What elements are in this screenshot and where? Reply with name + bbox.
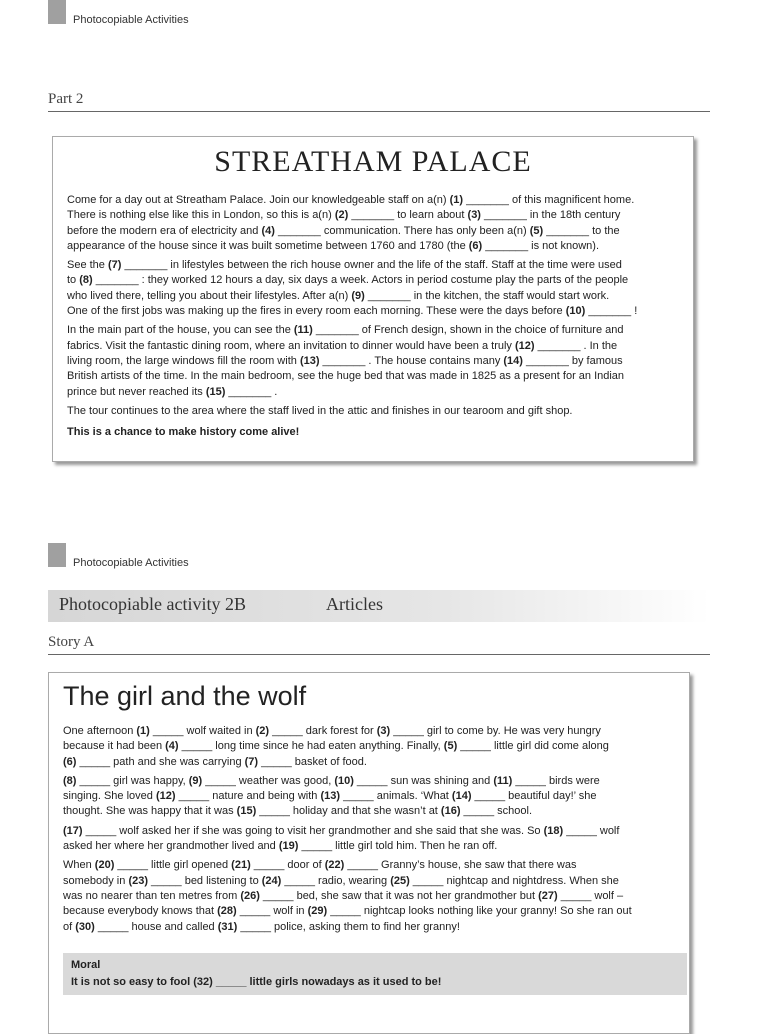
palace-box (52, 136, 694, 462)
wolf-paragraph (63, 774, 683, 820)
palace-gap-number: (7) (107, 259, 122, 272)
part-rule (48, 111, 710, 112)
wolf-gap-number: (26) (240, 889, 260, 902)
palace-text-run: prince but never reached its (67, 385, 206, 398)
wolf-paragraph (63, 824, 683, 855)
wolf-text-run: _____ radio, wearing (281, 874, 391, 887)
palace-gap-number: (8) (79, 274, 93, 287)
moral-box (63, 953, 687, 995)
palace-text-run: _______ . (225, 385, 278, 398)
wolf-text-run: _____ little girl did come along (457, 740, 609, 753)
palace-text-run: _______ in the kitchen, the staff would start work. (364, 289, 610, 302)
wolf-text-run: _____ wolf asked her if she was going to visit her grandmother and she said that she was. So (82, 824, 544, 837)
wolf-text-run: _____ school. (460, 805, 533, 818)
wolf-gap-number: (25) (390, 874, 410, 887)
wolf-text-run: _____ animals. ‘What (340, 790, 452, 803)
wolf-text-run: _____ dark forest for (269, 725, 377, 737)
wolf-gap-number: (7) (244, 755, 259, 768)
wolf-text-run: _____ little girl opened (114, 859, 232, 872)
wolf-gap-number: (30) (75, 920, 95, 933)
palace-text-run: _______ communication. There has only been a(n) (274, 224, 530, 237)
activity-banner (48, 590, 710, 622)
palace-paragraph (67, 193, 687, 254)
wolf-text-run: _____ basket of food. (258, 755, 367, 768)
wolf-gap-number: (22) (324, 859, 345, 872)
wolf-text-run: _____ birds were (512, 774, 600, 787)
palace-text-run: before the modern era of electricity and (67, 224, 262, 237)
header-marker-bottom (48, 543, 66, 567)
palace-text-run: _______ . The house contains many (319, 354, 504, 367)
palace-gap-number: (6) (468, 239, 483, 252)
palace-gap-number: (9) (351, 289, 365, 302)
palace-gap-number: (5) (529, 224, 544, 237)
wolf-text-run: _____ police, asking them to find her granny! (237, 920, 460, 933)
wolf-text-run: was no nearer than ten metres from (63, 889, 241, 902)
palace-gap-number: (3) (467, 209, 481, 222)
palace-text-run: _______ to the (543, 224, 620, 237)
wolf-text-run: somebody in (63, 874, 129, 887)
palace-gap-number: (10) (565, 305, 586, 318)
wolf-gap-number: (12) (155, 790, 176, 803)
wolf-text-run: singing. She loved (63, 790, 156, 803)
palace-gap-number: (2) (334, 209, 349, 222)
wolf-paragraph (63, 858, 683, 934)
wolf-gap-number: (13) (320, 790, 341, 803)
moral-heading: Moral (71, 959, 101, 971)
palace-text-run: There is nothing else like this in London, so this is a(n) (67, 209, 335, 222)
wolf-gap-number: (18) (543, 824, 564, 837)
palace-gap-number: (4) (261, 224, 275, 237)
wolf-gap-number: (28) (217, 905, 237, 918)
palace-gap-number: (11) (293, 324, 313, 337)
wolf-text-run: _____ path and she was carrying (76, 755, 245, 768)
wolf-text-run: _____ weather was good, (202, 774, 335, 787)
story-rule (48, 654, 710, 655)
palace-text-run: One of the first jobs was making up the fires in every room each morning. These were the days before (67, 305, 566, 318)
header-label-bottom: Photocopiable Activities (73, 557, 189, 569)
wolf-text-run: _____ Granny’s house, she saw that there was (344, 859, 577, 872)
moral-text: It is not so easy to fool (32) _____ little girls nowadays as it used to be! (71, 976, 442, 988)
header-marker-top (48, 0, 66, 24)
wolf-text-run: _____ long time since he had eaten anything. Finally, (178, 740, 444, 753)
palace-text-run: _______ is not known). (482, 239, 600, 252)
wolf-text-run: _____ beautiful day!’ she (471, 790, 597, 803)
palace-closing: This is a chance to make history come alive! (67, 426, 300, 438)
palace-text-run: _______ of this magnificent home. (463, 194, 635, 206)
wolf-gap-number: (3) (376, 725, 391, 737)
palace-text-run: appearance of the house since it was built sometime between 1760 and 1780 (the (67, 239, 469, 252)
palace-text-run: In the main part of the house, you can see the (67, 324, 294, 337)
wolf-gap-number: (5) (443, 740, 458, 753)
palace-text-run: _______ : they worked 12 hours a day, six days a week. Actors in period costume play the parts of the people (92, 274, 629, 287)
wolf-text-run: thought. She was happy that it was (63, 805, 237, 818)
wolf-gap-number: (10) (334, 774, 354, 787)
wolf-text-run: One afternoon (63, 725, 137, 737)
palace-text-run: fabrics. Visit the fantastic dining room, where an invitation to dinner would have been a truly (67, 339, 515, 352)
palace-text-run: _______ of French design, shown in the choice of furniture and (312, 324, 624, 337)
wolf-text-run: _____ wolf in (236, 905, 308, 918)
wolf-text-run: When (63, 859, 95, 872)
part-label: Part 2 (48, 91, 84, 107)
activity-title: Photocopiable activity 2B (59, 594, 246, 614)
wolf-text-run: _____ wolf (563, 824, 620, 837)
palace-paragraph (67, 404, 687, 419)
activity-topic: Articles (326, 594, 383, 614)
wolf-title: The girl and the wolf (63, 681, 307, 711)
wolf-text-run: _____ bed, she saw that it was not her grandmother but (259, 889, 539, 902)
wolf-text-run: asked her where her grandmother lived and (63, 840, 279, 853)
wolf-gap-number: (14) (451, 790, 472, 803)
wolf-text-run: _____ nightcap and nightdress. When she (409, 874, 619, 887)
wolf-gap-number: (19) (278, 840, 299, 853)
wolf-gap-number: (15) (236, 805, 257, 818)
wolf-gap-number: (23) (128, 874, 148, 887)
palace-text-run: _______ by famous (522, 354, 623, 367)
wolf-gap-number: (8) (63, 774, 77, 787)
wolf-text-run: because everybody knows that (63, 905, 218, 918)
header-label-top: Photocopiable Activities (73, 14, 189, 26)
palace-text-run: who lived there, telling you about their lifestyles. After a(n) (67, 289, 352, 302)
palace-text-run: _______ ! (585, 305, 638, 318)
palace-gap-number: (15) (205, 385, 226, 398)
wolf-text-run: _____ sun was shining and (353, 774, 494, 787)
wolf-text-run: _____ little girl told him. Then he ran off. (298, 840, 498, 853)
palace-text-run: _______ to learn about (348, 209, 468, 222)
wolf-text-run: _____ wolf waited in (149, 725, 256, 737)
palace-text (67, 193, 687, 423)
palace-text-run: Come for a day out at Streatham Palace. Join our knowledgeable staff on a(n) (67, 194, 450, 206)
wolf-paragraph (63, 724, 683, 770)
palace-text-run: The tour continues to the area where the staff lived in the attic and finishes in our tearoom and gift shop. (67, 404, 573, 417)
wolf-text-run: of (63, 920, 76, 933)
wolf-gap-number: (16) (440, 805, 461, 818)
palace-gap-number: (14) (503, 354, 523, 367)
palace-text-run: _______ in the 18th century (480, 209, 621, 222)
palace-gap-number: (13) (299, 354, 320, 367)
wolf-text-run: _____ holiday and that she wasn’t at (256, 805, 441, 818)
wolf-gap-number: (17) (63, 824, 83, 837)
wolf-gap-number: (11) (493, 774, 513, 787)
wolf-gap-number: (24) (261, 874, 282, 887)
wolf-text-run: because it had been (63, 740, 166, 753)
palace-text-run: _______ . In the (534, 339, 618, 352)
wolf-gap-number: (9) (188, 774, 203, 787)
wolf-text-run: _____ house and called (94, 920, 218, 933)
wolf-text-run: _____ bed listening to (148, 874, 262, 887)
palace-paragraph (67, 258, 687, 319)
palace-title: STREATHAM PALACE (214, 145, 532, 178)
wolf-text (63, 724, 683, 939)
wolf-gap-number: (4) (165, 740, 179, 753)
wolf-gap-number: (21) (231, 859, 251, 872)
wolf-gap-number: (20) (94, 859, 115, 872)
wolf-text-run: _____ nature and being with (175, 790, 321, 803)
palace-gap-number: (1) (449, 194, 464, 206)
palace-text-run: to (67, 274, 80, 287)
wolf-gap-number: (29) (307, 905, 328, 918)
wolf-gap-number: (31) (217, 920, 238, 933)
wolf-text-run: _____ wolf – (557, 889, 624, 902)
wolf-gap-number: (27) (538, 889, 558, 902)
palace-text-run: British artists of the time. In the main bedroom, see the huge bed that was made in 1825 as a present for an Indian (67, 370, 625, 383)
wolf-text-run: _____ door of (250, 859, 325, 872)
palace-text-run: living room, the large windows fill the room with (67, 354, 300, 367)
palace-text-run: _______ in lifestyles between the rich house owner and the life of the staff. Staff at the time were used (121, 259, 622, 272)
wolf-gap-number: (2) (255, 725, 270, 737)
wolf-text-run: _____ girl to come by. He was very hungry (390, 725, 601, 737)
wolf-text-run: _____ nightcap looks nothing like your granny! So she ran out (327, 905, 632, 918)
wolf-gap-number: (6) (63, 755, 77, 768)
wolf-box (48, 672, 690, 1034)
palace-paragraph (67, 323, 687, 399)
wolf-text-run: _____ girl was happy, (76, 774, 189, 787)
story-label: Story A (48, 634, 95, 650)
palace-gap-number: (12) (515, 339, 535, 352)
palace-text-run: See the (67, 259, 108, 272)
wolf-gap-number: (1) (136, 725, 150, 737)
